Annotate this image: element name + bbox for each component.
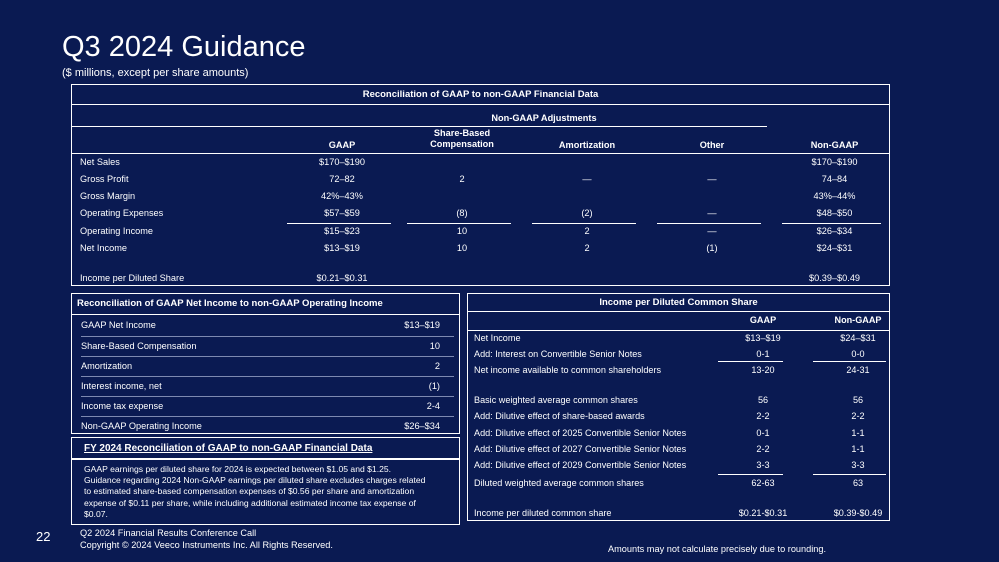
recon-cell: 2 xyxy=(584,243,590,253)
fy-line: Guidance regarding 2024 Non-GAAP earnings per diluted share excludes charges related xyxy=(84,475,426,486)
recon-cell: $170–$190 xyxy=(811,157,858,167)
eps-underline xyxy=(718,474,783,475)
fy-line: expense of $0.11 per share, while including additional estimated income tax expense of xyxy=(84,497,416,508)
recon-row-label: Income per Diluted Share xyxy=(80,273,185,283)
opinc-heading: Reconciliation of GAAP Net Income to non-GAAP Operating Income xyxy=(72,294,459,315)
recon-cell: — xyxy=(707,174,717,184)
recon-cell: $57–$59 xyxy=(324,208,360,218)
eps-underline xyxy=(813,361,886,362)
opinc-row-value: $26–$34 xyxy=(404,421,440,431)
recon-cell: — xyxy=(707,208,717,218)
eps-nongaap-value: 56 xyxy=(852,395,864,405)
eps-col-nongaap: Non-GAAP xyxy=(834,315,882,325)
recon-row-label: Net Sales xyxy=(80,157,120,167)
recon-row-label: Gross Margin xyxy=(80,191,136,201)
eps-gaap-value: 56 xyxy=(757,395,769,405)
eps-nongaap-value: 3-3 xyxy=(851,460,865,470)
opinc-row-value: 2 xyxy=(434,361,440,371)
header-bottom-rule xyxy=(72,153,889,154)
recon-cell: (2) xyxy=(581,208,593,218)
eps-row-label: Add: Dilutive effect of share-based awards xyxy=(474,411,645,421)
col-amortization: Amortization xyxy=(558,140,616,150)
footer-copyright: Copyright © 2024 Veeco Instruments Inc. All Rights Reserved. xyxy=(80,540,333,550)
eps-gaap-value: 2-2 xyxy=(756,411,770,421)
opinc-row-label: Share-Based Compensation xyxy=(81,341,197,351)
eps-underline xyxy=(813,474,886,475)
recon-cell: $24–$31 xyxy=(816,243,853,253)
opinc-row xyxy=(81,336,454,357)
opinc-row-label: GAAP Net Income xyxy=(81,320,156,330)
eps-nongaap-value: 1-1 xyxy=(851,428,865,438)
opinc-row-value: $13–$19 xyxy=(404,320,440,330)
eps-gaap-value: 2-2 xyxy=(756,444,770,454)
opinc-row xyxy=(81,356,454,377)
col-gaap: GAAP xyxy=(328,140,356,150)
opinc-row xyxy=(81,376,454,397)
eps-row-label: Net Income xyxy=(474,333,521,343)
opinc-row xyxy=(81,396,454,417)
eps-gaap-value: 13-20 xyxy=(751,365,775,375)
recon-cell: $0.21–$0.31 xyxy=(316,273,368,283)
eps-row-label: Net income available to common shareholders xyxy=(474,365,662,375)
opinc-row-label: Non-GAAP Operating Income xyxy=(81,421,202,431)
eps-row-label: Income per diluted common share xyxy=(474,508,612,518)
recon-underline xyxy=(782,223,881,224)
recon-cell: (8) xyxy=(456,208,468,218)
eps-col-gaap: GAAP xyxy=(749,315,777,325)
eps-gaap-value: $13–$19 xyxy=(745,333,781,343)
income-per-diluted-share-table xyxy=(467,293,890,521)
col-sbc: Share-Based Compensation xyxy=(430,128,494,149)
recon-underline xyxy=(657,223,761,224)
recon-row-label: Net Income xyxy=(80,243,127,253)
fy-reconciliation-header xyxy=(71,437,460,459)
fy-line: to estimated share-based compensation expenses of $0.56 per share and amortization xyxy=(84,486,415,497)
eps-nongaap-value: 1-1 xyxy=(851,444,865,454)
col-nongaap: Non-GAAP xyxy=(810,140,859,150)
fy-heading: FY 2024 Reconciliation of GAAP to non-GAAP Financial Data xyxy=(84,443,373,454)
recon-row-label: Gross Profit xyxy=(80,174,129,184)
header-divider xyxy=(72,126,767,127)
recon-cell: $0.39–$0.49 xyxy=(808,273,861,283)
eps-gaap-value: 0-1 xyxy=(756,349,770,359)
recon-cell: 2 xyxy=(459,174,465,184)
opinc-row-label: Amortization xyxy=(81,361,133,371)
recon-cell: $170–$190 xyxy=(319,157,365,167)
adjustments-heading: Non-GAAP Adjustments xyxy=(491,113,597,123)
footer-event: Q2 2024 Financial Results Conference Call xyxy=(80,528,257,538)
eps-gaap-value: 0-1 xyxy=(756,428,770,438)
eps-nongaap-value: 24-31 xyxy=(846,365,870,375)
fy-reconciliation-text xyxy=(71,459,460,525)
recon-heading: Reconciliation of GAAP to non-GAAP Financial Data xyxy=(72,85,889,105)
eps-nongaap-value: 63 xyxy=(852,478,864,488)
recon-cell: 43%–44% xyxy=(813,191,856,201)
opinc-row xyxy=(81,320,454,336)
eps-gaap-value: 62-63 xyxy=(751,478,775,488)
footer xyxy=(80,527,333,551)
recon-cell: 10 xyxy=(456,243,468,253)
opinc-row-value: 2-4 xyxy=(426,401,440,411)
recon-cell: 42%–43% xyxy=(321,191,363,201)
opinc-row-value: 10 xyxy=(429,341,440,351)
eps-gaap-value: $0.21-$0.31 xyxy=(738,508,788,518)
page-title: Q3 2024 Guidance xyxy=(62,31,306,63)
recon-underline xyxy=(407,223,511,224)
eps-row-label: Add: Dilutive effect of 2025 Convertible Senior Notes xyxy=(474,428,687,438)
page-number: 22 xyxy=(36,529,51,544)
eps-row-label: Diluted weighted average common shares xyxy=(474,478,644,488)
eps-underline xyxy=(718,361,783,362)
recon-row-label: Operating Income xyxy=(80,226,154,236)
eps-heading: Income per Diluted Common Share xyxy=(468,294,889,312)
eps-nongaap-value: $0.39-$0.49 xyxy=(833,508,883,518)
opinc-row-value: (1) xyxy=(428,381,440,391)
eps-nongaap-value: 2-2 xyxy=(851,411,865,421)
recon-row-label: Operating Expenses xyxy=(80,208,164,218)
recon-cell: 2 xyxy=(584,226,590,236)
recon-cell: — xyxy=(582,174,592,184)
net-income-to-op-income-table xyxy=(71,293,460,434)
opinc-row-label: Income tax expense xyxy=(81,401,164,411)
eps-row-label: Add: Dilutive effect of 2029 Convertible Senior Notes xyxy=(474,460,687,470)
recon-cell: 10 xyxy=(456,226,468,236)
eps-nongaap-value: 0-0 xyxy=(851,349,865,359)
recon-cell: — xyxy=(707,226,717,236)
recon-cell: 72–82 xyxy=(329,174,355,184)
eps-gaap-value: 3-3 xyxy=(756,460,770,470)
fy-line: GAAP earnings per diluted share for 2024 is expected between $1.05 and $1.25. xyxy=(84,464,392,474)
opinc-row-label: Interest income, net xyxy=(81,381,162,391)
gaap-reconciliation-table xyxy=(71,84,890,286)
eps-row-label: Add: Interest on Convertible Senior Notes xyxy=(474,349,642,359)
recon-cell: $13–$19 xyxy=(324,243,360,253)
recon-cell: 74–84 xyxy=(821,174,848,184)
recon-cell: $15–$23 xyxy=(324,226,360,236)
eps-row-label: Basic weighted average common shares xyxy=(474,395,638,405)
recon-underline xyxy=(532,223,636,224)
eps-row-label: Add: Dilutive effect of 2027 Convertible Senior Notes xyxy=(474,444,687,454)
recon-underline xyxy=(287,223,391,224)
opinc-row xyxy=(81,416,454,437)
fy-line: $0.07. xyxy=(84,508,108,519)
col-other: Other xyxy=(699,140,725,150)
recon-cell: $48–$50 xyxy=(816,208,853,218)
page-subtitle: ($ millions, except per share amounts) xyxy=(62,67,249,79)
rounding-note: Amounts may not calculate precisely due to rounding. xyxy=(608,544,827,554)
recon-cell: (1) xyxy=(706,243,718,253)
eps-header-rule xyxy=(468,330,889,331)
eps-nongaap-value: $24–$31 xyxy=(840,333,876,343)
recon-cell: $26–$34 xyxy=(816,226,853,236)
